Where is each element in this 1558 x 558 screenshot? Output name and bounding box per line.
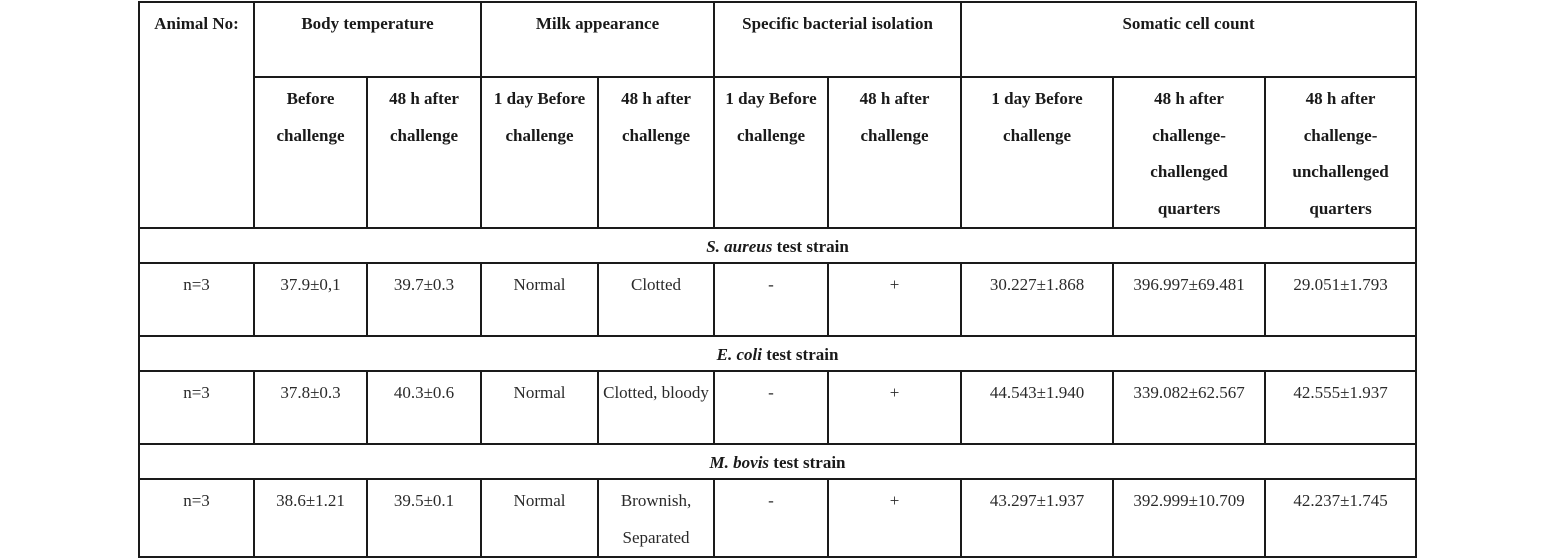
cell-scc-before: 44.543±1.940 [961, 371, 1113, 444]
table-row [139, 263, 1416, 336]
cell-sbi-after: + [828, 371, 961, 444]
strain-name: M. bovis [709, 453, 770, 472]
subheader-sbi-before: 1 day Before challenge [714, 77, 828, 228]
strain-suffix: test strain [766, 345, 839, 364]
subheader-scc-after-challenged: 48 h after challenge-challenged quarters [1113, 77, 1265, 228]
subheader-scc-after-unchallenged: 48 h after challenge-unchallenged quarters [1265, 77, 1416, 228]
subheader-bt-after: 48 h after challenge [367, 77, 481, 228]
subheader-sbi-after: 48 h after challenge [828, 77, 961, 228]
cell-scc-after-challenged: 392.999±10.709 [1113, 479, 1265, 557]
cell-bt-before: 37.8±0.3 [254, 371, 367, 444]
cell-animal: n=3 [139, 263, 254, 336]
cell-sbi-before: - [714, 479, 828, 557]
header-body-temperature: Body temperature [254, 2, 481, 77]
cell-scc-before: 43.297±1.937 [961, 479, 1113, 557]
cell-bt-before: 38.6±1.21 [254, 479, 367, 557]
cell-animal: n=3 [139, 479, 254, 557]
subheader-scc-before: 1 day Before challenge [961, 77, 1113, 228]
cell-bt-before: 37.9±0,1 [254, 263, 367, 336]
cell-sbi-before: - [714, 371, 828, 444]
strain-suffix: test strain [773, 453, 846, 472]
group-row [139, 336, 1416, 371]
cell-scc-before: 30.227±1.868 [961, 263, 1113, 336]
cell-scc-after-challenged: 339.082±62.567 [1113, 371, 1265, 444]
cell-sbi-after: + [828, 263, 961, 336]
cell-bt-after: 40.3±0.6 [367, 371, 481, 444]
cell-ma-before: Normal [481, 479, 598, 557]
group-row [139, 444, 1416, 479]
cell-sbi-after: + [828, 479, 961, 557]
header-animal-no: Animal No: [139, 2, 254, 228]
cell-scc-after-unchallenged: 29.051±1.793 [1265, 263, 1416, 336]
strain-suffix: test strain [776, 237, 849, 256]
cell-scc-after-challenged: 396.997±69.481 [1113, 263, 1265, 336]
cell-scc-after-unchallenged: 42.237±1.745 [1265, 479, 1416, 557]
subheader-bt-before: Before challenge [254, 77, 367, 228]
header-row-1 [139, 2, 1416, 77]
cell-bt-after: 39.5±0.1 [367, 479, 481, 557]
cell-ma-after: Clotted, bloody [598, 371, 714, 444]
table-row [139, 479, 1416, 557]
group-label [139, 444, 1416, 479]
cell-ma-before: Normal [481, 263, 598, 336]
subheader-ma-after: 48 h after challenge [598, 77, 714, 228]
group-label [139, 228, 1416, 263]
header-specific-bacterial-isolation: Specific bacterial isolation [714, 2, 961, 77]
cell-scc-after-unchallenged: 42.555±1.937 [1265, 371, 1416, 444]
table-row [139, 371, 1416, 444]
cell-bt-after: 39.7±0.3 [367, 263, 481, 336]
header-somatic-cell-count: Somatic cell count [961, 2, 1416, 77]
header-milk-appearance: Milk appearance [481, 2, 714, 77]
group-label [139, 336, 1416, 371]
cell-animal: n=3 [139, 371, 254, 444]
header-row-2 [139, 77, 1416, 228]
cell-ma-after: Clotted [598, 263, 714, 336]
cell-ma-after: Brownish, Separated [598, 479, 714, 557]
strain-name: E. coli [716, 345, 762, 364]
subheader-ma-before: 1 day Before challenge [481, 77, 598, 228]
results-table [138, 1, 1417, 558]
cell-ma-before: Normal [481, 371, 598, 444]
cell-sbi-before: - [714, 263, 828, 336]
strain-name: S. aureus [706, 237, 773, 256]
group-row [139, 228, 1416, 263]
